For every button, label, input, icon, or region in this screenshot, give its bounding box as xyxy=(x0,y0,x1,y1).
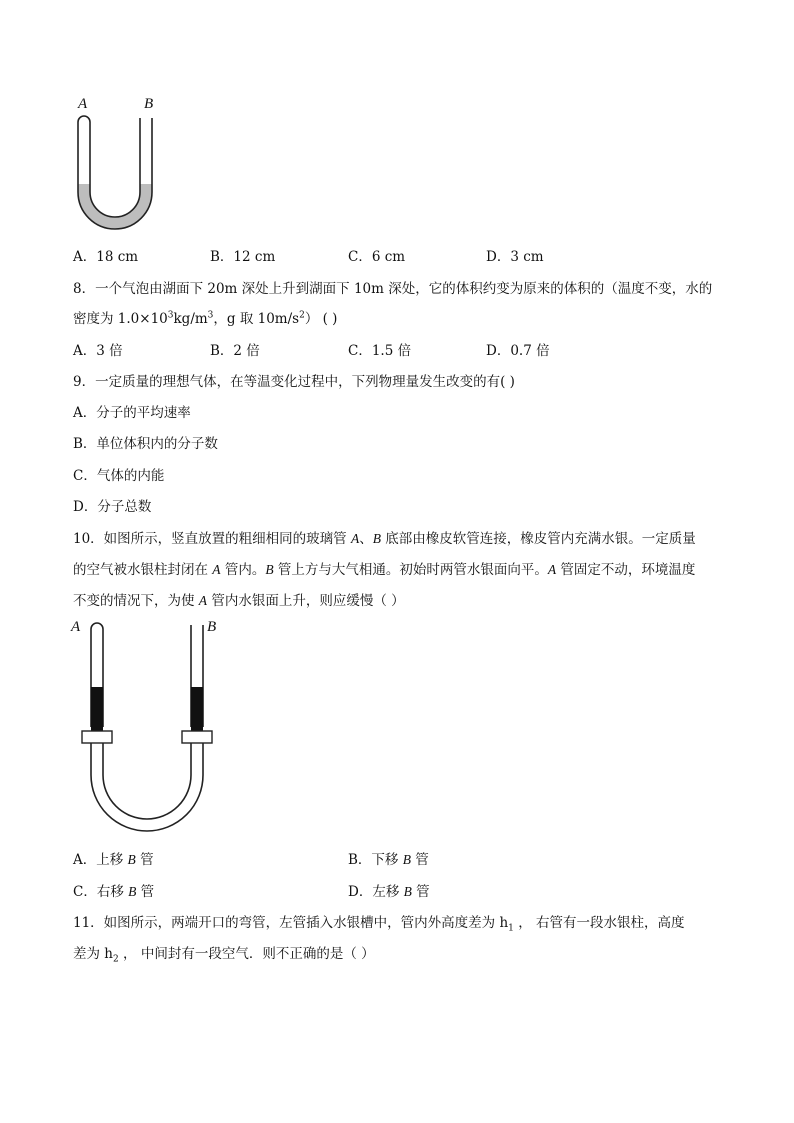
figure-label-a: A xyxy=(71,619,81,635)
q7-option-d[interactable]: D．3 cm xyxy=(486,249,544,265)
q7-option-c[interactable]: C．6 cm xyxy=(348,249,406,265)
q10-option-c[interactable]: C．右移 B 管 xyxy=(73,884,155,900)
q7-option-a[interactable]: A．18 cm xyxy=(73,249,139,265)
q8-stem-line-1: 8．一个气泡由湖面下 20m 深处上升到湖面下 10m 深处，它的体积约变为原来的体积的（温度不变，水的 xyxy=(73,281,713,297)
q11-stem-line-2: 差为 $h_2$ ， 中间封有一段空气．则不正确的是（ ） xyxy=(73,946,375,965)
q10-stem-line-3: 不变的情况下，为使 A 管内水银面上升，则应缓慢（ ） xyxy=(73,593,405,609)
u-tube-figure-1 xyxy=(60,92,170,232)
q10-option-a[interactable]: A．上移 B 管 xyxy=(73,852,154,868)
q10-stem-line-1: 10．如图所示，竖直放置的粗细相同的玻璃管 A、B 底部由橡皮软管连接，橡皮管内充满水银。一定质量 xyxy=(73,531,696,547)
q10-option-d[interactable]: D．左移 B 管 xyxy=(348,884,430,900)
glass-tubes-drawing xyxy=(66,615,226,847)
q7-option-b[interactable]: B．12 cm xyxy=(210,249,276,265)
q8-option-b[interactable]: B．2 倍 xyxy=(210,343,260,359)
q11-stem-line-1: 11．如图所示，两端开口的弯管，左管插入水银槽中，管内外高度差为 $h_1$ ， 右管有一段水银柱，高度 xyxy=(73,915,685,934)
q10-option-b[interactable]: B．下移 B 管 xyxy=(348,852,429,868)
q9-option-a[interactable]: A．分子的平均速率 xyxy=(73,405,191,421)
figure-label-b: B xyxy=(207,619,217,635)
q9-option-c[interactable]: C．气体的内能 xyxy=(73,468,165,484)
q9-stem: 9．一定质量的理想气体，在等温变化过程中，下列物理量发生改变的有( ) xyxy=(73,374,515,390)
q9-option-b[interactable]: B．单位体积内的分子数 xyxy=(73,436,218,452)
q8-option-a[interactable]: A．3 倍 xyxy=(73,343,123,359)
q9-option-d[interactable]: D．分子总数 xyxy=(73,499,152,515)
u-tube-figure-2 xyxy=(66,615,226,847)
q8-option-d[interactable]: D．0.7 倍 xyxy=(486,343,550,359)
q8-option-c[interactable]: C．1.5 倍 xyxy=(348,343,412,359)
q10-stem-line-2: 的空气被水银柱封闭在 A 管内。B 管上方与大气相通。初始时两管水银面向平。A 管固定不动，环境温度 xyxy=(73,562,696,578)
u-tube-drawing xyxy=(60,92,170,232)
figure-label-a: A xyxy=(78,96,88,112)
figure-label-b: B xyxy=(144,96,154,112)
q8-stem-line-2: 密度为 $1.0\times 10^3kg/m^3$，g 取 $10m/s^2$） ( ) xyxy=(73,310,338,327)
